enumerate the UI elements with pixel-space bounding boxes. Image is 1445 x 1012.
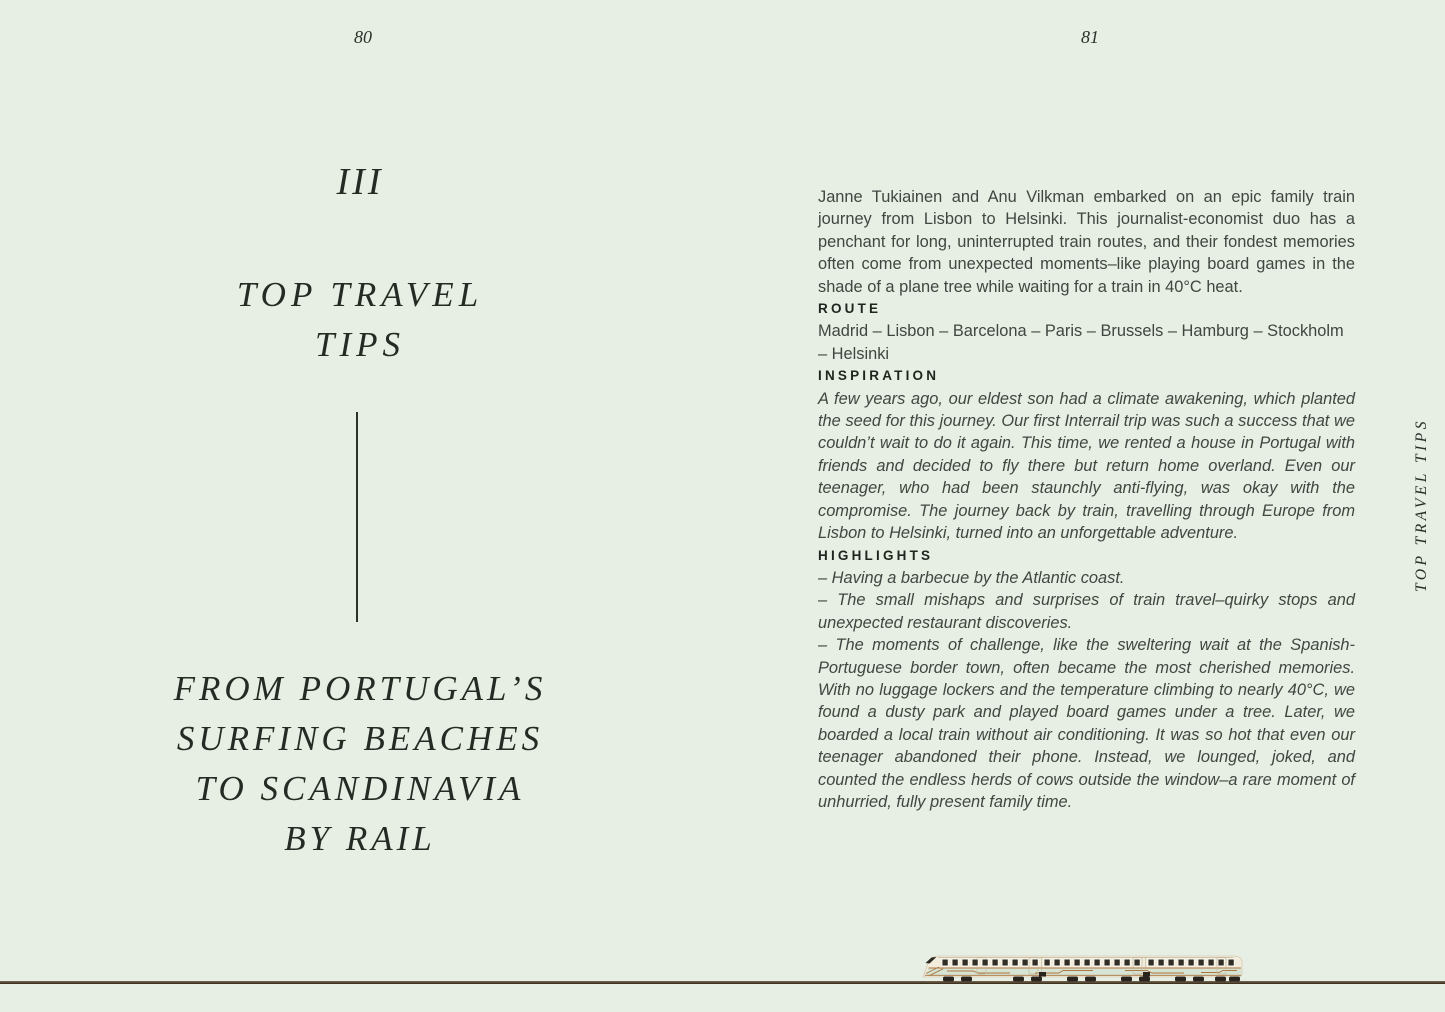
- running-head-vertical: TOP TRAVEL TIPS: [1413, 417, 1430, 593]
- chapter-subtitle-line: BY RAIL: [284, 819, 436, 858]
- train-illustration: [917, 950, 1247, 982]
- chapter-title: [100, 270, 620, 370]
- chapter-title-line: TIPS: [315, 325, 405, 364]
- chapter-subtitle-line: TO SCANDINAVIA: [195, 769, 525, 808]
- highlights-heading: HIGHLIGHTS: [818, 547, 934, 563]
- route-body: Madrid – Lisbon – Barcelona – Paris – Brussels – Hamburg – Stockholm – Helsinki: [818, 322, 1344, 363]
- highlight-item: – The moments of challenge, like the sweltering wait at the Spanish-Portuguese border town, often became the most cherished memories. With no luggage lockers and the temperature climbing to nearly 40°C, we found a dusty park and played board games under a tree. Later, we boarded a local train without air conditioning. It was so hot that even our teenager abandoned their phone. Instead, we lounged, joked, and counted the endless herds of cows outside the window–a rare moment of unhurried, fully present family time.: [818, 636, 1355, 811]
- chapter-subtitle-line: SURFING BEACHES: [176, 719, 544, 758]
- inspiration-heading: INSPIRATION: [818, 368, 940, 384]
- highlight-item: – The small mishaps and surprises of train travel–quirky stops and unexpected restaurant discoveries.: [818, 591, 1355, 632]
- right-page-column: [818, 186, 1355, 813]
- chapter-numeral: III: [336, 161, 384, 203]
- right-page-number: 81: [1081, 27, 1099, 47]
- train-window-row: [942, 959, 1234, 966]
- intro-paragraph: Janne Tukiainen and Anu Vilkman embarked on an epic family train journey from Lisbon to Helsinki. This journalist-economist duo has a penchant for long, uninterrupted train routes, and their fondest memories often come from unexpected moments–like playing board games in the shade of a plane tree while waiting for a train in 40°C heat.: [818, 188, 1355, 296]
- chapter-subtitle: [100, 664, 620, 864]
- route-heading: ROUTE: [818, 301, 882, 317]
- inspiration-body: A few years ago, our eldest son had a climate awakening, which planted the seed for this journey. Our first Interrail trip was such a success that we couldn’t wait to do it again. This time, we rented a house in Portugal with friends and decided to fly there but return home overland. Even our teenager, who had been staunchly anti-flying, was okay with the compromise. The journey back by train, travelling through Europe from Lisbon to Helsinki, turned into an unforgettable adventure.: [818, 389, 1355, 543]
- chapter-title-line: TOP TRAVEL: [236, 275, 484, 314]
- train-mint-band: [926, 968, 1242, 976]
- chapter-subtitle-line: FROM PORTUGAL’S: [173, 669, 547, 708]
- highlight-item: – Having a barbecue by the Atlantic coast.: [818, 568, 1125, 587]
- left-page-number: 80: [354, 27, 372, 47]
- vertical-divider: [356, 412, 358, 622]
